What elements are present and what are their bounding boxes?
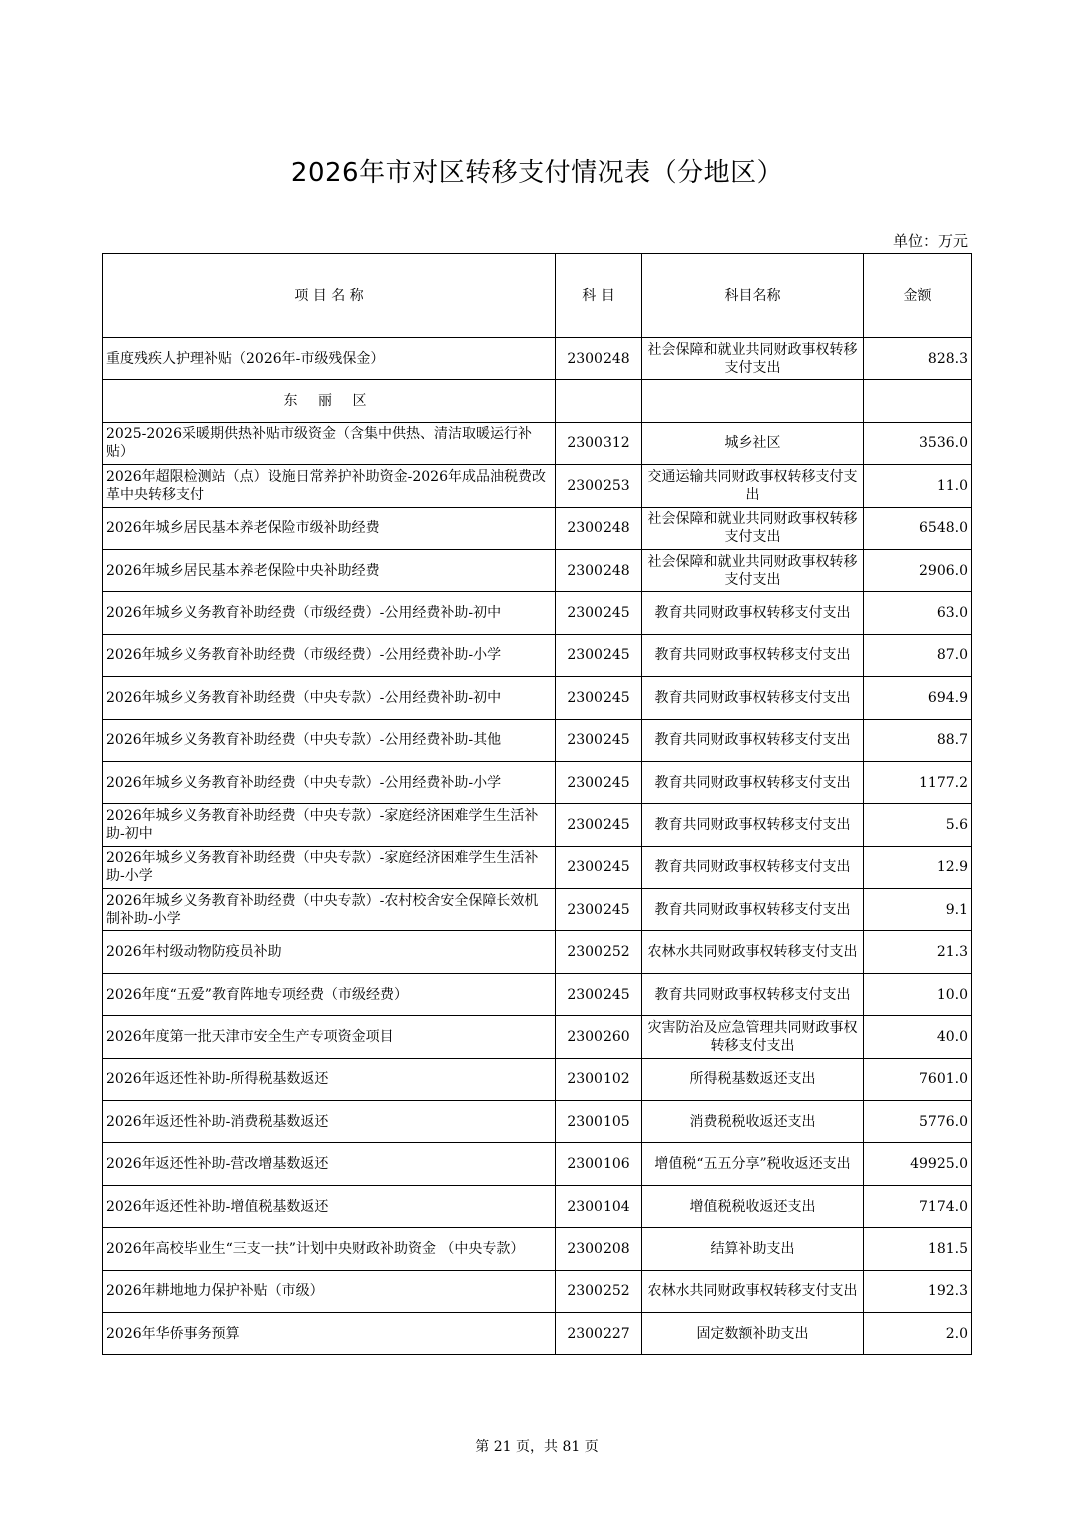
empty-cell <box>556 380 642 422</box>
table-row <box>103 677 972 719</box>
table-header-row <box>103 254 972 338</box>
subject-name-cell: 教育共同财政事权转移支付支出 <box>642 634 864 676</box>
table-row <box>103 1143 972 1185</box>
project-name-cell: 重度残疾人护理补贴（2026年-市级残保金） <box>103 338 556 380</box>
project-name-cell: 2026年度“五爱”教育阵地专项经费（市级经费） <box>103 973 556 1015</box>
amount-cell: 40.0 <box>864 1016 972 1058</box>
subject-code-cell: 2300245 <box>556 761 642 803</box>
amount-cell: 12.9 <box>864 846 972 888</box>
subject-code-cell: 2300253 <box>556 465 642 507</box>
amount-cell: 828.3 <box>864 338 972 380</box>
project-name-cell: 2026年返还性补助-增值税基数返还 <box>103 1185 556 1227</box>
header-project-name: 项 目 名 称 <box>103 254 556 338</box>
subject-code-cell: 2300248 <box>556 549 642 591</box>
subject-name-cell: 所得税基数返还支出 <box>642 1058 864 1100</box>
table-row <box>103 1312 972 1354</box>
district-name-cell: 东 丽 区 <box>103 380 556 422</box>
project-name-cell: 2026年返还性补助-所得税基数返还 <box>103 1058 556 1100</box>
project-name-cell: 2026年村级动物防疫员补助 <box>103 931 556 973</box>
subject-code-cell: 2300260 <box>556 1016 642 1058</box>
table-row <box>103 338 972 380</box>
table-row <box>103 592 972 634</box>
project-name-cell: 2026年城乡义务教育补助经费（中央专款）-农村校舍安全保障长效机制补助-小学 <box>103 889 556 931</box>
amount-cell: 5776.0 <box>864 1101 972 1143</box>
subject-name-cell: 增值税税收返还支出 <box>642 1185 864 1227</box>
table-row <box>103 1101 972 1143</box>
subject-code-cell: 2300245 <box>556 592 642 634</box>
subject-code-cell: 2300245 <box>556 973 642 1015</box>
subject-code-cell: 2300106 <box>556 1143 642 1185</box>
subject-name-cell: 社会保障和就业共同财政事权转移支付支出 <box>642 549 864 591</box>
subject-code-cell: 2300252 <box>556 931 642 973</box>
amount-cell: 2.0 <box>864 1312 972 1354</box>
subject-code-cell: 2300245 <box>556 719 642 761</box>
amount-cell: 181.5 <box>864 1228 972 1270</box>
project-name-cell: 2026年华侨事务预算 <box>103 1312 556 1354</box>
subject-name-cell: 消费税税收返还支出 <box>642 1101 864 1143</box>
subject-name-cell: 城乡社区 <box>642 422 864 464</box>
table-row <box>103 804 972 846</box>
amount-cell: 10.0 <box>864 973 972 1015</box>
table-row <box>103 1270 972 1312</box>
project-name-cell: 2026年返还性补助-营改增基数返还 <box>103 1143 556 1185</box>
subject-name-cell: 教育共同财政事权转移支付支出 <box>642 592 864 634</box>
table-row <box>103 634 972 676</box>
empty-cell <box>864 380 972 422</box>
subject-code-cell: 2300248 <box>556 338 642 380</box>
project-name-cell: 2025-2026采暖期供热补贴市级资金（含集中供热、清洁取暖运行补贴） <box>103 422 556 464</box>
table-row <box>103 846 972 888</box>
subject-code-cell: 2300252 <box>556 1270 642 1312</box>
subject-name-cell: 教育共同财政事权转移支付支出 <box>642 889 864 931</box>
subject-name-cell: 社会保障和就业共同财政事权转移支付支出 <box>642 507 864 549</box>
subject-code-cell: 2300208 <box>556 1228 642 1270</box>
district-row <box>103 380 972 422</box>
subject-code-cell: 2300245 <box>556 804 642 846</box>
table-body <box>103 338 972 1355</box>
table-row <box>103 931 972 973</box>
subject-name-cell: 结算补助支出 <box>642 1228 864 1270</box>
subject-name-cell: 农林水共同财政事权转移支付支出 <box>642 931 864 973</box>
subject-code-cell: 2300245 <box>556 677 642 719</box>
project-name-cell: 2026年耕地地力保护补贴（市级） <box>103 1270 556 1312</box>
subject-code-cell: 2300245 <box>556 634 642 676</box>
amount-cell: 7601.0 <box>864 1058 972 1100</box>
table-row <box>103 889 972 931</box>
table-row <box>103 422 972 464</box>
subject-name-cell: 教育共同财政事权转移支付支出 <box>642 973 864 1015</box>
subject-name-cell: 教育共同财政事权转移支付支出 <box>642 761 864 803</box>
subject-name-cell: 教育共同财政事权转移支付支出 <box>642 677 864 719</box>
project-name-cell: 2026年度第一批天津市安全生产专项资金项目 <box>103 1016 556 1058</box>
amount-cell: 49925.0 <box>864 1143 972 1185</box>
amount-cell: 63.0 <box>864 592 972 634</box>
project-name-cell: 2026年城乡义务教育补助经费（市级经费）-公用经费补助-初中 <box>103 592 556 634</box>
project-name-cell: 2026年城乡义务教育补助经费（中央专款）-家庭经济困难学生生活补助-小学 <box>103 846 556 888</box>
amount-cell: 192.3 <box>864 1270 972 1312</box>
header-subject-name: 科目名称 <box>642 254 864 338</box>
amount-cell: 694.9 <box>864 677 972 719</box>
table-row <box>103 1058 972 1100</box>
table-row <box>103 507 972 549</box>
subject-name-cell: 教育共同财政事权转移支付支出 <box>642 804 864 846</box>
project-name-cell: 2026年城乡义务教育补助经费（中央专款）-公用经费补助-初中 <box>103 677 556 719</box>
project-name-cell: 2026年城乡义务教育补助经费（市级经费）-公用经费补助-小学 <box>103 634 556 676</box>
project-name-cell: 2026年城乡义务教育补助经费（中央专款）-家庭经济困难学生生活补助-初中 <box>103 804 556 846</box>
subject-code-cell: 2300105 <box>556 1101 642 1143</box>
unit-label: 单位：万元 <box>892 232 968 250</box>
amount-cell: 87.0 <box>864 634 972 676</box>
project-name-cell: 2026年城乡居民基本养老保险市级补助经费 <box>103 507 556 549</box>
amount-cell: 5.6 <box>864 804 972 846</box>
table-row <box>103 465 972 507</box>
table-row <box>103 1228 972 1270</box>
amount-cell: 7174.0 <box>864 1185 972 1227</box>
page-title: 2026年市对区转移支付情况表（分地区） <box>290 158 784 188</box>
header-subject-code: 科 目 <box>556 254 642 338</box>
project-name-cell: 2026年超限检测站（点）设施日常养护补助资金-2026年成品油税费改革中央转移支付 <box>103 465 556 507</box>
table-row <box>103 1016 972 1058</box>
amount-cell: 6548.0 <box>864 507 972 549</box>
subject-code-cell: 2300312 <box>556 422 642 464</box>
subject-code-cell: 2300245 <box>556 889 642 931</box>
subject-name-cell: 灾害防治及应急管理共同财政事权转移支付支出 <box>642 1016 864 1058</box>
project-name-cell: 2026年返还性补助-消费税基数返还 <box>103 1101 556 1143</box>
table-row <box>103 719 972 761</box>
amount-cell: 88.7 <box>864 719 972 761</box>
amount-cell: 9.1 <box>864 889 972 931</box>
amount-cell: 11.0 <box>864 465 972 507</box>
table-row <box>103 761 972 803</box>
subject-name-cell: 固定数额补助支出 <box>642 1312 864 1354</box>
empty-cell <box>642 380 864 422</box>
table-row <box>103 549 972 591</box>
subject-name-cell: 社会保障和就业共同财政事权转移支付支出 <box>642 338 864 380</box>
subject-code-cell: 2300245 <box>556 846 642 888</box>
subject-code-cell: 2300227 <box>556 1312 642 1354</box>
table-row <box>103 973 972 1015</box>
amount-cell: 21.3 <box>864 931 972 973</box>
subject-name-cell: 教育共同财政事权转移支付支出 <box>642 846 864 888</box>
page-footer: 第 21 页，共 81 页 <box>475 1439 599 1455</box>
project-name-cell: 2026年城乡居民基本养老保险中央补助经费 <box>103 549 556 591</box>
subject-name-cell: 交通运输共同财政事权转移支付支出 <box>642 465 864 507</box>
subject-code-cell: 2300248 <box>556 507 642 549</box>
amount-cell: 1177.2 <box>864 761 972 803</box>
subject-name-cell: 教育共同财政事权转移支付支出 <box>642 719 864 761</box>
table-row <box>103 1185 972 1227</box>
subject-name-cell: 增值税“五五分享”税收返还支出 <box>642 1143 864 1185</box>
project-name-cell: 2026年高校毕业生“三支一扶”计划中央财政补助资金 （中央专款） <box>103 1228 556 1270</box>
subject-code-cell: 2300104 <box>556 1185 642 1227</box>
header-amount: 金额 <box>864 254 972 338</box>
subject-code-cell: 2300102 <box>556 1058 642 1100</box>
amount-cell: 3536.0 <box>864 422 972 464</box>
subject-name-cell: 农林水共同财政事权转移支付支出 <box>642 1270 864 1312</box>
project-name-cell: 2026年城乡义务教育补助经费（中央专款）-公用经费补助-小学 <box>103 761 556 803</box>
project-name-cell: 2026年城乡义务教育补助经费（中央专款）-公用经费补助-其他 <box>103 719 556 761</box>
transfer-payment-table <box>102 253 972 1355</box>
amount-cell: 2906.0 <box>864 549 972 591</box>
